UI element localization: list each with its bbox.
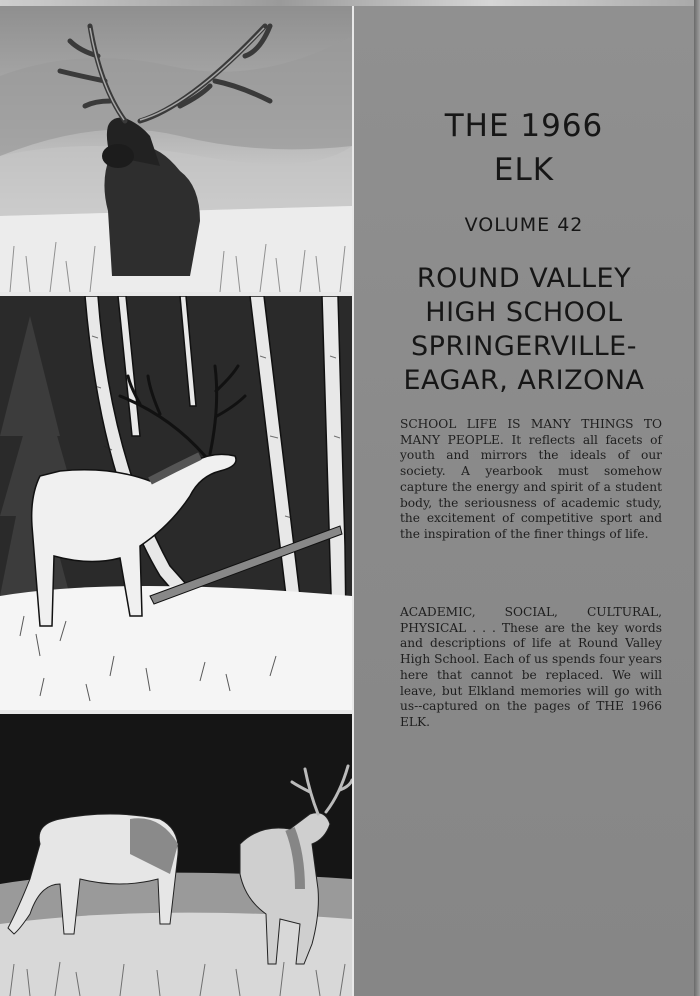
- school-name-block: [354, 262, 694, 398]
- binding-edge: [694, 0, 700, 996]
- keywords-paragraph: ACADEMIC, SOCIAL, CULTURAL, PHYSICAL . . . These are the key words and descriptions of life at Round Valley High School. Each of us spends four years here that cannot be replaced. We will leave, but Elkland memories will go with us--captured on the pages of THE 1966 ELK.: [400, 605, 662, 729]
- title-line-1: THE 1966: [444, 108, 604, 144]
- photo-two-elk-grazing: [0, 714, 352, 996]
- school-line-1: ROUND VALLEY: [416, 263, 632, 294]
- intro-paragraph: SCHOOL LIFE IS MANY THINGS TO MANY PEOPLE. It reflects all facets of youth and mirrors the ideals of our society. A yearbook must somehow capture the energy and spirit of a student body, the seriousness of academic study, the excitement of competitive sport and the inspiration of the finer things of life.: [400, 417, 662, 541]
- title-line-2: ELK: [493, 152, 555, 188]
- school-line-3: SPRINGERVILLE-: [411, 331, 637, 362]
- school-line-4: EAGAR, ARIZONA: [403, 365, 645, 396]
- photo-bull-elk-bugling: [0, 6, 352, 292]
- volume-label: VOLUME 42: [464, 214, 584, 236]
- illustration-elk-in-aspens: [0, 296, 352, 710]
- photo-column: [0, 6, 354, 996]
- text-column: [354, 6, 694, 996]
- yearbook-title: [354, 104, 694, 192]
- school-line-2: HIGH SCHOOL: [425, 297, 623, 328]
